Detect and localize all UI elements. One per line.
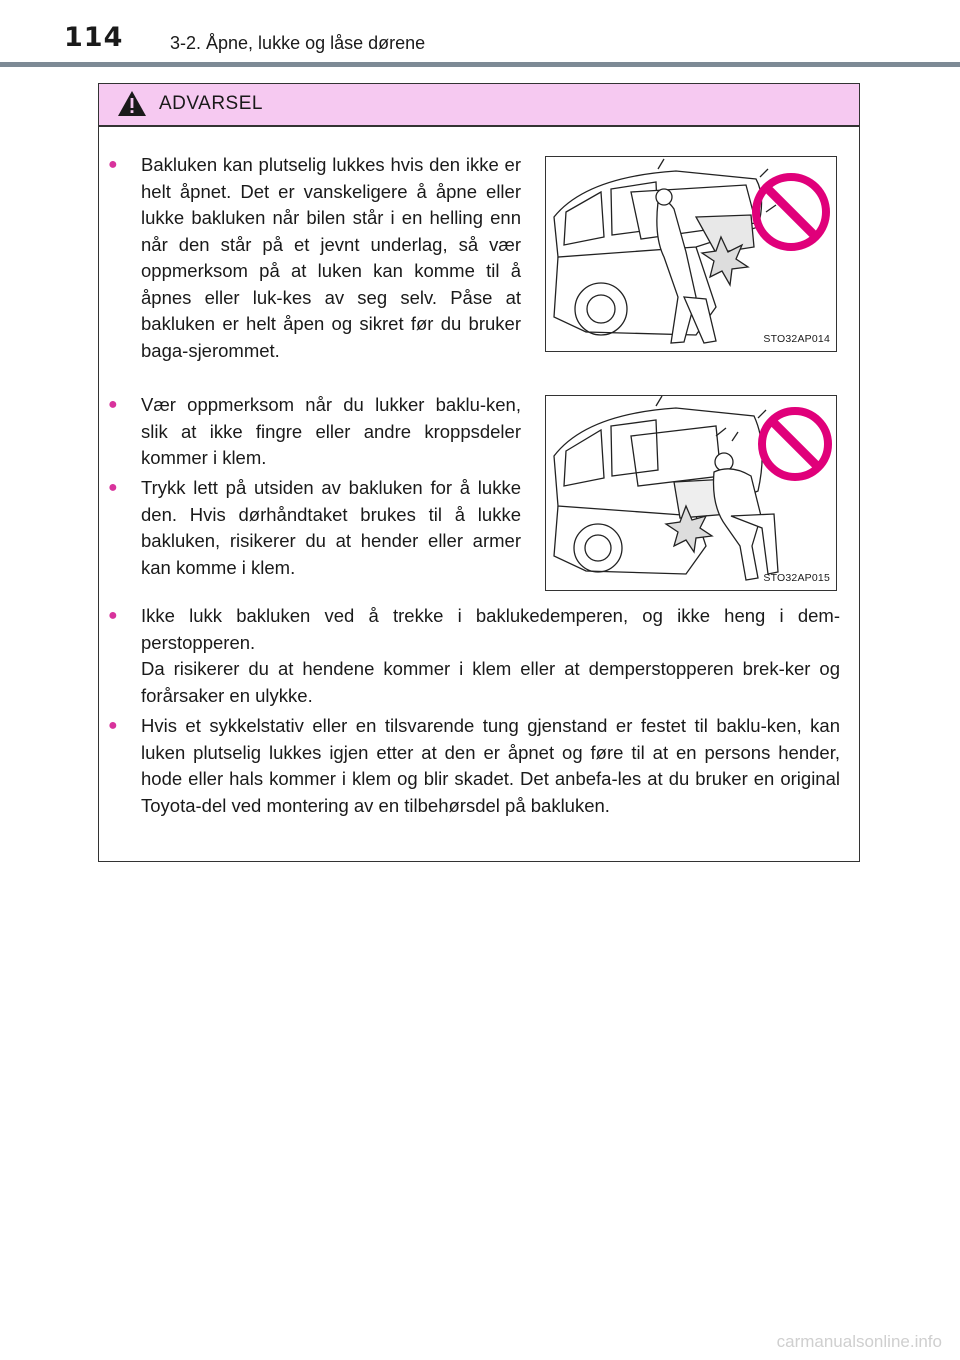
warning-title: ADVARSEL — [159, 93, 263, 114]
watermark: carmanualsonline.info — [776, 1332, 942, 1351]
section-title: 3-2. Åpne, lukke og låse dørene — [170, 33, 426, 53]
warning-header — [99, 84, 859, 127]
illustration-tailgate-close — [545, 395, 837, 591]
bullet-dot-icon: ● — [108, 717, 118, 734]
prohibited-icon — [762, 411, 828, 477]
bullet-dot-icon: ● — [108, 396, 118, 413]
page-number: 114 — [64, 22, 124, 53]
warning-item — [108, 713, 840, 819]
figure-code: STO32AP015 — [763, 572, 830, 584]
car-tailgate-closing-illustration — [546, 396, 835, 589]
warning-item — [108, 475, 521, 581]
warning-item — [108, 392, 521, 472]
page-header — [0, 0, 960, 60]
bullet-dot-icon: ● — [108, 156, 118, 173]
warning-item — [108, 603, 840, 709]
warning-item-text: Bakluken kan plutselig lukkes hvis den ikke er helt åpnet. Det er vanskeligere å åpne eller lukke bakluken når bilen står i en helling enn når den står på et jevnt underlag, så vær oppmerksom på at luken kan komme til å åpnes eller luk-kes av seg selv. Påse at bakluken er helt åpen og sikret før du bruker baga-sjerommet. — [141, 154, 521, 361]
figure-code: STO32AP014 — [763, 333, 830, 345]
warning-item-text: Trykk lett på utsiden av bakluken for å lukke den. Hvis dørhåndtaket brukes til å lukke bakluken, risikerer du at hender eller armer kan komme i klem. — [141, 477, 521, 578]
warning-item — [108, 152, 521, 364]
warning-item-text: Vær oppmerksom når du lukker baklu-ken, slik at ikke fingre eller andre kroppsdeler kommer i klem. — [141, 394, 521, 468]
warning-item-text: Hvis et sykkelstativ eller en tilsvarende tung gjenstand er festet til baklu-ken, kan luken plutselig lukkes igjen etter at den er åpnet og føre til at en persons hender, hode eller hals kommer i klem og blir skadet. Det anbefa-les at du bruker en original Toyota-del ved montering av en tilbehørsdel på bakluken. — [141, 715, 840, 816]
illustration-tailgate-open — [545, 156, 837, 352]
car-tailgate-illustration — [546, 157, 835, 350]
warning-box — [98, 83, 860, 862]
bullet-dot-icon: ● — [108, 607, 118, 624]
warning-item-text: Ikke lukk bakluken ved å trekke i baklukedemperen, og ikke heng i dem-perstopperen. Da risikerer du at hendene kommer i klem eller at demperstopperen brek-ker og forårsaker en ulykke. — [141, 605, 840, 706]
warning-triangle-icon — [117, 90, 147, 117]
header-rule — [0, 62, 960, 67]
bullet-dot-icon: ● — [108, 479, 118, 496]
